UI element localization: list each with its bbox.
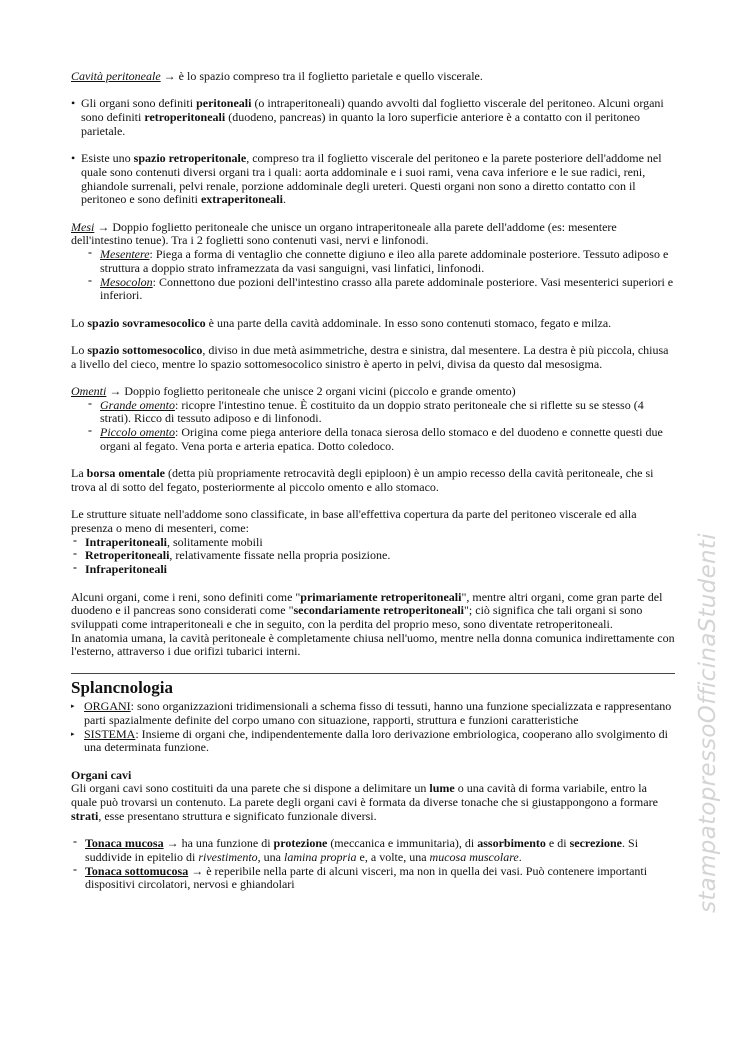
list-item [71, 728, 675, 755]
list-item [86, 248, 675, 275]
list-item [71, 563, 675, 577]
emphasized-text: strati [71, 808, 99, 823]
text-run: . Si suddivide in epitelio di [85, 836, 639, 864]
text-run: (detta più propriamente retrocavità degli epiploon) è un ampio recesso della cavità peritoneale, che si trova al di sotto del fegato, posteriormente al piccolo omento e allo stomaco. [71, 466, 654, 494]
list-item [71, 536, 675, 550]
text-run: o una cavità di forma variabile, entro la quale può trovarsi un contenuto. La parete degli organi cavi è formata da diverse tonache che si giustappongono a formare [71, 781, 658, 809]
subheading-organi-cavi: Organi cavi [71, 767, 132, 782]
list-tonache [71, 837, 675, 892]
text-run: , esse presentano struttura e significato funzionale diversi. [98, 808, 377, 823]
text-run: La [71, 466, 87, 481]
text-run: , diviso in due metà asimmetriche, destra e sinistra, dal mesentere. La destra è più piccola, chiusa a livello del cieco, mentre lo spazio sottomesocolico sinistro è aperto in pelvi, divisa da questo dal mesosigma. [71, 342, 669, 371]
emphasized-text: lume [429, 781, 455, 796]
text-run: Esiste uno [81, 151, 134, 166]
list-item [86, 399, 675, 426]
list-item [71, 700, 675, 727]
text-run: . [282, 192, 286, 207]
list-item [71, 865, 675, 892]
text-run: Gli organi cavi sono costituiti da una parete che si dispone a delimitare un [71, 781, 430, 796]
list-item [86, 426, 675, 453]
emphasized-text: peritoneali [196, 96, 252, 111]
paragraph-alcuni-organi [71, 591, 675, 632]
paragraph-mesi [71, 221, 675, 248]
list-item [71, 837, 675, 864]
text-run: , compreso tra il foglietto viscerale del peritoneo e la parete posteriore dell'addome nel quale sono contenuti diversi organi tra i quali: aorta addominale e i suoi rami, vena cava inferiore e le sue radici, reni, ghiandole surrenali, pelvi renale, porzione addominale degli ureteri. Questi organi non sono a diretto contatto con il peritoneo e sono definiti [81, 151, 662, 207]
text-run: ", mentre altri organi, come gran parte del duodeno e il pancreas sono considerati come " [71, 589, 663, 618]
emphasized-text: Grande omento [100, 397, 175, 412]
emphasized-text: secondariamente retroperitoneali [293, 603, 465, 618]
text-run: (o intraperitoneali) quando avvolti dal foglietto viscerale del peritoneo. Alcuni organi sono definiti [81, 96, 664, 125]
section-divider [71, 673, 675, 674]
text-run: → Doppio foglietto peritoneale che unisce 2 organi vicini (piccolo e grande omento) [106, 384, 516, 399]
text-run: : Connettono due pozioni dell'intestino crasso alla parete addominale posteriore. Vasi mesenterici superiori e inferiori. [100, 274, 674, 303]
text-run: → è reperibile nella parte di alcuni visceri, ma non in quella dei vasi. Può contenere importanti dispositivi circolatori, nervosi e ghiandolari [85, 863, 648, 892]
text-run: Le strutture situate nell'addome sono classificate, in base all'effettiva copertura da parte del peritoneo viscerale ed alla presenza o meno di mesenteri, come: [71, 507, 637, 536]
emphasized-text: Mesentere [100, 247, 150, 262]
text-run: : Insieme di organi che, indipendentemente dalla loro derivazione embriologica, cooperano allo svolgimento di una determinata funzione. [84, 726, 668, 755]
emphasized-text: Cavità peritoneale [71, 69, 161, 83]
emphasized-text: Intraperitoneali [85, 534, 167, 549]
text-run: "; ciò significa che tali organi si sono sviluppati come intraperitoneali e che in seguito, con la perdita del proprio meso, sono diventate retroperitoneali. [71, 603, 643, 631]
emphasized-text: secrezione [569, 836, 623, 851]
text-run: (meccanica e immunitaria), di [327, 836, 478, 851]
emphasized-text: primariamente retroperitoneali [300, 589, 462, 604]
emphasized-text: Omenti [71, 384, 107, 399]
paragraph-sovramesocolico [71, 317, 675, 331]
paragraph-omenti [71, 385, 675, 399]
paragraph-sottomesocolico [71, 344, 675, 371]
text-run: : Piega a forma di ventaglio che connette digiuno e ileo alla parete addominale posteriore. Tessuto adiposo e struttura a doppio strato inframezzata da vasi sanguigni, vasi linfatici, linfonodi. [100, 247, 669, 275]
text-run: → Doppio foglietto peritoneale che unisce un organo intraperitoneale alla parete dell'addome (es: mesentere dell'intestino tenue). Tra i 2 foglietti sono contenuti vasi, nervi e linfonodi. [71, 219, 617, 248]
watermark: stampatopressoOfficinaStudenti [695, 533, 721, 913]
text-run: e di [545, 836, 570, 851]
paragraph-strutture [71, 508, 675, 535]
text-run: In anatomia umana, la cavità peritoneale è completamente chiusa nell'uomo, mentre nella donna comunica indirettamente con l'esterno, attraverso i due orifizi tubarici interni. [71, 630, 675, 659]
list-strutture [71, 536, 675, 577]
text-run: , relativamente fissate nella propria posizione. [169, 548, 391, 563]
list-item [86, 276, 675, 303]
emphasized-text: borsa omentale [86, 466, 165, 481]
emphasized-text: spazio retroperitonale [133, 151, 247, 166]
text-run: Lo [71, 342, 88, 357]
text-run: Lo [71, 315, 88, 330]
text-run: : sono organizzazioni tridimensionali a schema fisso di tessuti, hanno una funzione specializzata e rappresentano parti spazialmente definite del corpo umano con situazione, rapporti, struttura e funzioni caratteristiche [84, 699, 672, 727]
document-page [71, 70, 675, 906]
list-splancnologia [71, 700, 675, 755]
paragraph-anatomia-umana [71, 632, 675, 659]
emphasized-text: Tonaca mucosa [85, 836, 164, 851]
emphasized-text: spazio sovramesocolico [87, 315, 206, 330]
text-run: . [518, 849, 522, 864]
emphasized-text: Retroperitoneali [85, 548, 170, 563]
emphasized-text: assorbimento [477, 836, 546, 851]
text-run: Alcuni organi, come i reni, sono definiti come " [71, 589, 301, 604]
list-item [71, 97, 675, 138]
list-item [71, 152, 675, 207]
text-run: → ha una funzione di [163, 836, 274, 851]
list-item [71, 549, 675, 563]
emphasized-text: mucosa muscolare [429, 849, 519, 864]
text-run: → è lo spazio compreso tra il foglietto parietale e quello viscerale. [160, 69, 483, 83]
text-run: Gli organi sono definiti [81, 96, 197, 111]
emphasized-text: ORGANI [84, 699, 131, 714]
text-run: è una parte della cavità addominale. In esso sono contenuti stomaco, fegato e milza. [205, 315, 612, 330]
emphasized-text: retroperitoneali [144, 110, 226, 125]
emphasized-text: SISTEMA [84, 726, 136, 741]
emphasized-text: Piccolo omento [100, 425, 175, 440]
bullet-list-peritoneo [71, 97, 675, 207]
emphasized-text: Mesi [71, 219, 95, 234]
text-run: , solitamente mobili [167, 534, 263, 549]
emphasized-text: spazio sottomesocolico [87, 342, 203, 357]
text-run: , una [257, 849, 284, 864]
emphasized-text: lamina propria [283, 849, 357, 864]
text-run: : Origina come piega anteriore della tonaca sierosa dello stomaco e del duodeno e connette questi due organi al fegato. Vena porta e arteria epatica. Dotto coledoco. [100, 425, 663, 453]
list-omenti [71, 399, 675, 454]
emphasized-text: protezione [273, 836, 328, 851]
emphasized-text: rivestimento [198, 849, 258, 864]
text-run: : ricopre l'intestino tenue. È costituito da un doppio strato peritoneale che si riflette su se stesso (4 strati). Ricco di tessuto adiposo e di linfonodi. [100, 397, 644, 426]
emphasized-text: Mesocolon [100, 274, 153, 289]
paragraph-borsa-omentale [71, 467, 675, 494]
section-heading: Splancnologia [71, 678, 174, 698]
emphasized-text: Infraperitoneali [85, 562, 167, 577]
emphasized-text: Tonaca sottomucosa [85, 863, 189, 878]
paragraph-organi-cavi [71, 782, 675, 823]
emphasized-text: extraperitoneali [200, 192, 283, 207]
paragraph-cavita-peritoneale [71, 70, 675, 84]
list-mesi [71, 248, 675, 303]
text-run: e, a volte, una [356, 849, 430, 864]
text-run: (duodeno, pancreas) in quanto la loro superficie anteriore è a contatto con il peritoneo parietale. [81, 110, 641, 138]
